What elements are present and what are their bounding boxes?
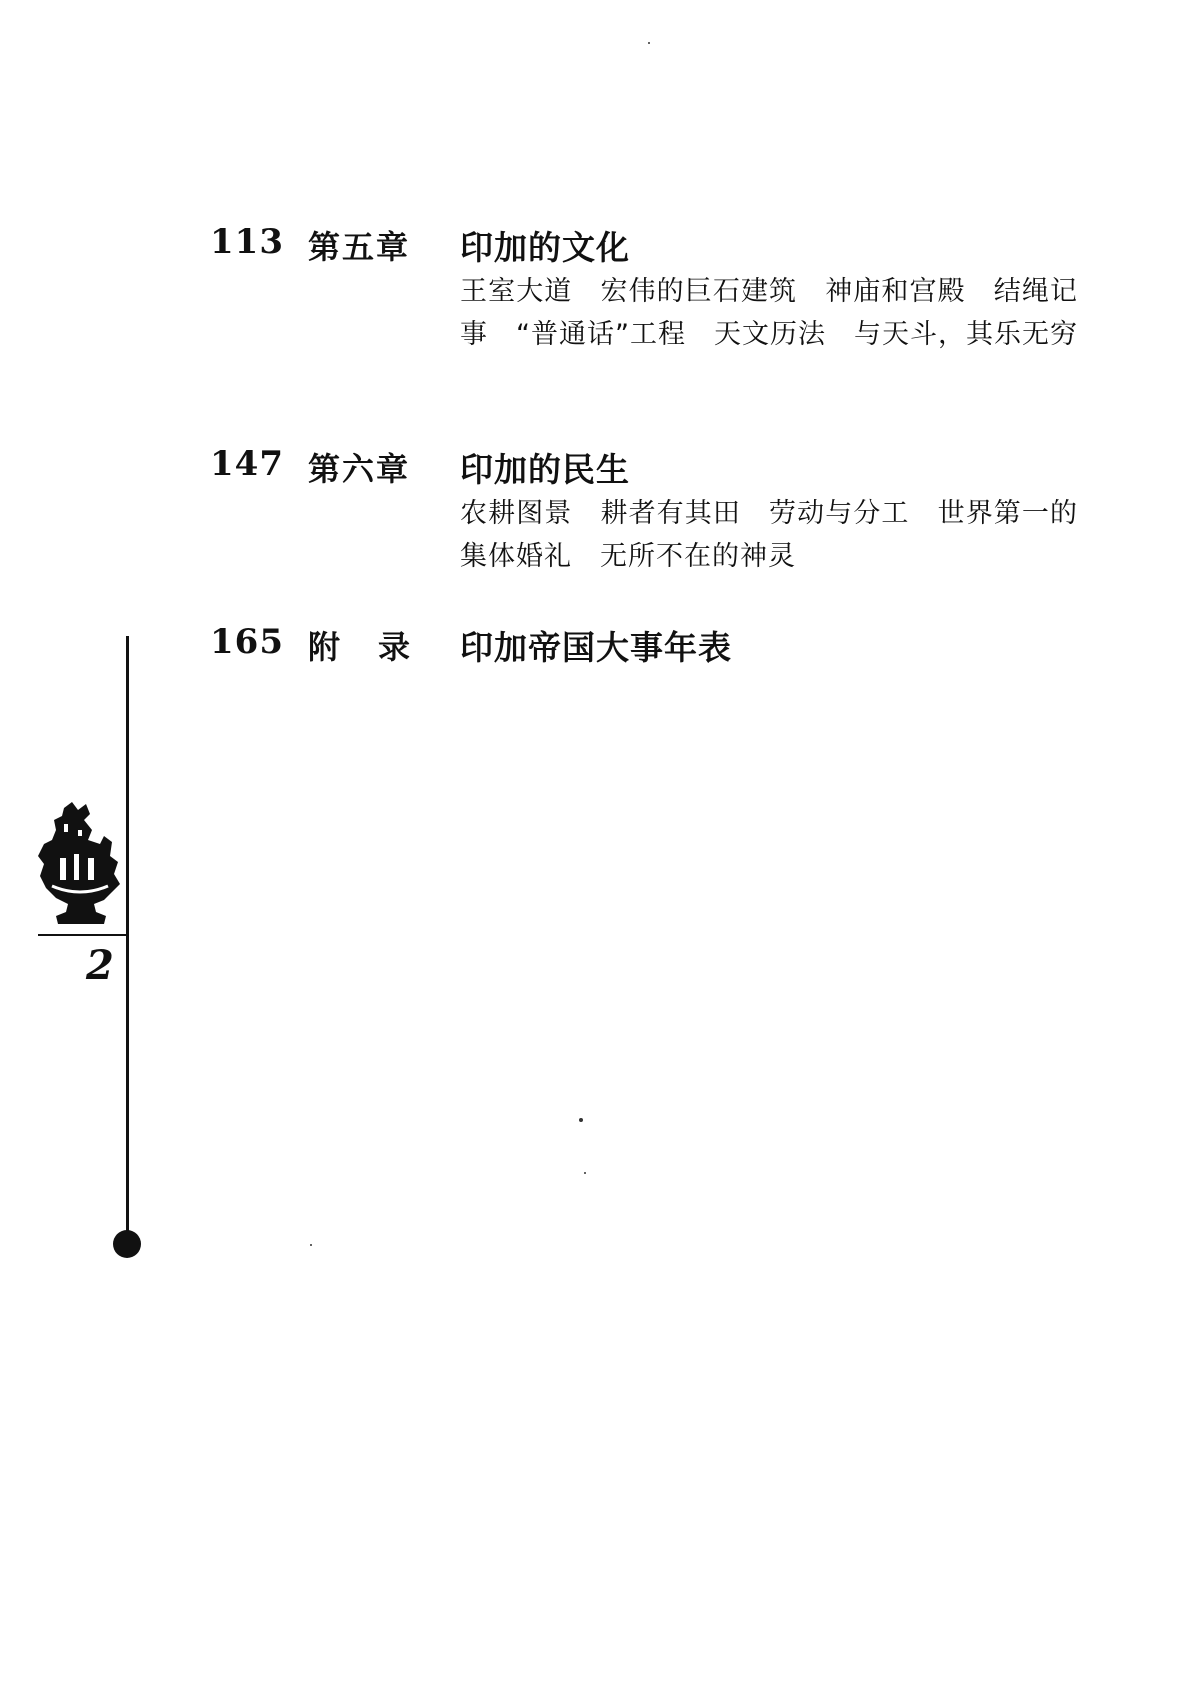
toc-subtopics: 王室大道 宏伟的巨石建筑 神庙和宫殿 结绳记事 “普通话”工程 天文历法 与天斗，其乐无穷 xyxy=(460,276,1078,350)
toc-chapter-label: 第六章 xyxy=(308,450,411,488)
toc-chapter-title: 印加的文化 xyxy=(460,228,630,267)
inca-vessel-icon xyxy=(34,800,126,930)
margin-dot xyxy=(113,1230,141,1258)
toc-chapter-title: 印加的民生 xyxy=(460,450,630,489)
toc-chapter-label: 第五章 xyxy=(308,228,411,266)
toc-subtopics: 农耕图景 耕者有其田 劳动与分工 世界第一的集体婚礼 无所不在的神灵 xyxy=(460,498,1078,572)
scan-speck xyxy=(579,1118,583,1122)
page-number: 2 xyxy=(86,942,114,989)
scan-speck xyxy=(310,1244,312,1246)
scan-speck xyxy=(648,42,650,44)
toc-page-number: 165 xyxy=(210,622,284,662)
toc-chapter-label: 附录 xyxy=(308,628,449,666)
toc-chapter-title: 印加帝国大事年表 xyxy=(460,628,732,667)
toc-page-number: 113 xyxy=(210,222,284,262)
margin-rule xyxy=(126,636,129,1236)
scan-speck xyxy=(584,1172,586,1174)
emblem-rule xyxy=(38,934,128,936)
toc-page-number: 147 xyxy=(210,444,284,484)
